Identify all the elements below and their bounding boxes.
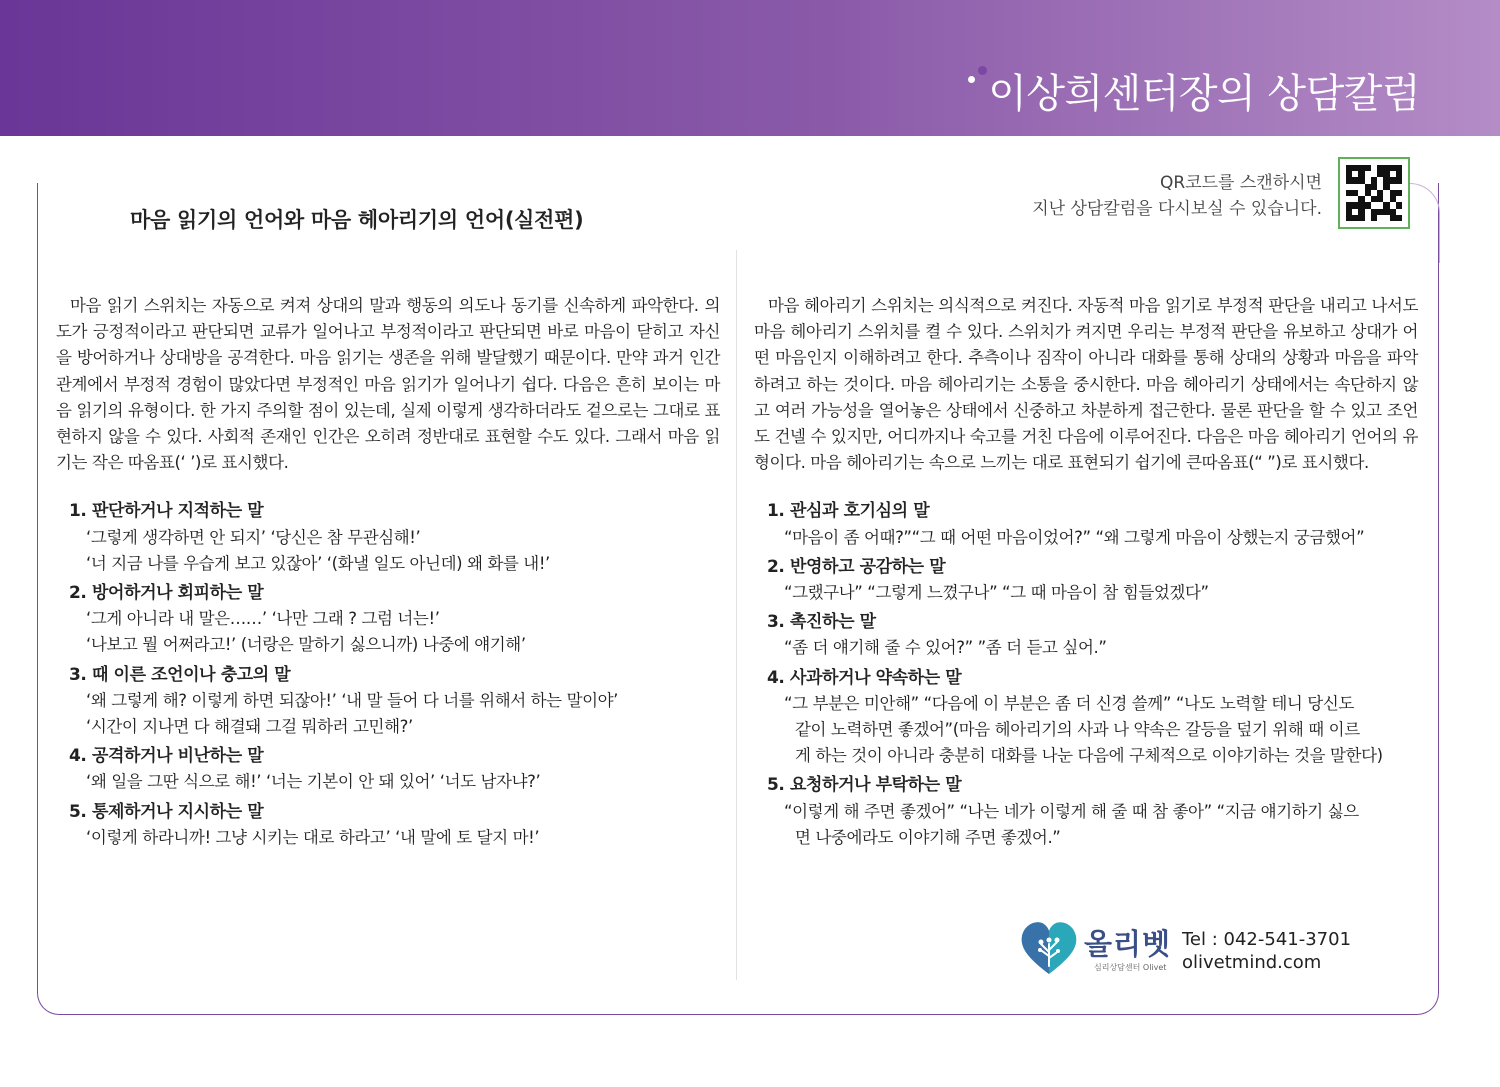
list-item-line: ‘그렇게 생각하면 안 되지’ ‘당신은 참 무관심해!’ <box>86 527 421 547</box>
list-item <box>767 665 1418 770</box>
list-item-line: “좀 더 얘기해 줄 수 있어?” ”좀 더 듣고 싶어.” <box>784 638 1107 658</box>
list-item <box>69 498 720 577</box>
list-item-line: ‘왜 그렇게 해? 이렇게 하면 되잖아!’ ‘내 말 들어 다 너를 위해서 하는 말이야’ <box>86 690 619 710</box>
qr-caption <box>1032 170 1322 222</box>
list-item-line: ‘이렇게 하라니까! 그냥 시키는 대로 하라고’ ‘내 말에 토 달지 마!’ <box>86 827 540 847</box>
list-item-heading: 3. 때 이른 조언이나 충고의 말 <box>69 664 291 685</box>
list-item <box>69 662 720 741</box>
header-bar <box>0 0 1500 136</box>
qr-code[interactable] <box>1338 157 1410 229</box>
column-divider <box>736 250 737 980</box>
logo-subtitle: 심리상담센터 Olivet <box>1094 963 1167 972</box>
list-item-line: ‘너 지금 나를 우습게 보고 있잖아’ ‘(화낼 일도 아닌데) 왜 화를 내!’ <box>86 553 550 573</box>
list-item <box>767 498 1418 550</box>
right-list <box>754 498 1418 851</box>
header-title-text: 이상희센터장의 상담칼럼 <box>988 71 1420 117</box>
list-item-heading: 5. 요청하거나 부탁하는 말 <box>767 775 962 796</box>
article-title: 마음 읽기의 언어와 마음 헤아리기의 언어(실전편) <box>130 208 584 232</box>
list-item-line: 게 하는 것이 아니라 충분히 대화를 나눈 다음에 구체적으로 이야기하는 것을 말한다) <box>795 746 1383 766</box>
list-item-heading: 2. 방어하거나 회피하는 말 <box>69 583 264 604</box>
list-item <box>767 609 1418 661</box>
list-item-heading: 4. 사과하거나 약속하는 말 <box>767 667 962 688</box>
logo-name: 올리벳 <box>1084 927 1172 961</box>
header-bullet-dot <box>968 76 975 83</box>
left-column <box>56 293 720 854</box>
list-item-heading: 1. 판단하거나 지적하는 말 <box>69 501 264 522</box>
list-item-line: ‘왜 일을 그딴 식으로 해!’ ‘너는 기본이 안 돼 있어’ ‘너도 남자냐?’ <box>86 772 541 792</box>
list-item-heading: 3. 촉진하는 말 <box>767 612 876 633</box>
list-item-heading: 1. 관심과 호기심의 말 <box>767 501 930 522</box>
list-item <box>69 799 720 851</box>
list-item-line: “그 부분은 미안해” “다음에 이 부분은 좀 더 신경 쓸께” “나도 노력할 테니 당신도 <box>784 693 1354 713</box>
qr-caption-line2: 지난 상담칼럼을 다시보실 수 있습니다. <box>1032 199 1322 219</box>
list-item <box>69 743 720 795</box>
footer-logo-area <box>1020 918 1360 980</box>
header-title <box>988 62 1420 119</box>
list-item-line: “마음이 좀 어때?”“그 때 어떤 마음이었어?” “왜 그렇게 마음이 상했는지 궁금했어” <box>784 527 1365 547</box>
qr-caption-line1: QR코드를 스캔하시면 <box>1160 173 1322 193</box>
list-item-heading: 2. 반영하고 공감하는 말 <box>767 556 946 577</box>
list-item-line: ‘그게 아니라 내 말은……’ ‘나만 그래 ? 그럼 너는!’ <box>86 609 440 629</box>
list-item-line: “그랬구나” “그렇게 느꼈구나” “그 때 마음이 참 힘들었겠다” <box>784 583 1209 603</box>
list-item-heading: 5. 통제하거나 지시하는 말 <box>69 801 264 822</box>
header-accent-dot <box>978 66 987 75</box>
contact-website: olivetmind.com <box>1182 952 1322 973</box>
qr-code-pattern <box>1346 165 1402 221</box>
list-item <box>767 772 1418 851</box>
left-list <box>56 498 720 851</box>
list-item-heading: 4. 공격하거나 비난하는 말 <box>69 746 264 767</box>
right-column <box>754 293 1418 854</box>
contact-tel: Tel : 042-541-3701 <box>1182 929 1352 950</box>
right-paragraph: 마음 헤아리기 스위치는 의식적으로 켜진다. 자동적 마음 읽기로 부정적 판단을 내리고 나서도 마음 헤아리기 스위치를 켤 수 있다. 스위치가 켜지면 우리는 부정적 판단을 유보하고 상대가 어떤 마음인지 이해하려고 한다. 추측이나 짐작이 아니라 대화를 통해 상대의 상황과 마음을 파악하려고 하는 것이다. 마음 헤아리기는 소통을 중시한다. 마음 헤아리기 상태에서는 속단하지 않고 여러 가능성을 열어놓은 상태에서 신중하고 차분하게 접근한다. 물론 판단을 할 수 있고 조언도 건넬 수 있지만, 어디까지나 숙고를 거친 다음에 이루어진다. 다음은 마음 헤아리기 언어의 유형이다. 마음 헤아리기는 속으로 느끼는 대로 표현되기 쉽기에 큰따옴표(“ ”)로 표시했다. <box>754 296 1418 473</box>
list-item-line: 면 나중에라도 이야기해 주면 좋겠어.” <box>795 827 1061 847</box>
list-item <box>767 554 1418 606</box>
list-item-line: ‘나보고 뭘 어쩌라고!’ (너랑은 말하기 싫으니까) 나중에 얘기해’ <box>86 635 526 655</box>
heart-tree-logo-icon <box>1020 920 1078 976</box>
list-item <box>69 580 720 659</box>
left-paragraph: 마음 읽기 스위치는 자동으로 켜져 상대의 말과 행동의 의도나 동기를 신속하게 파악한다. 의도가 긍정적이라고 판단되면 교류가 일어나고 부정적이라고 판단되면 바로 마음이 닫히고 자신을 방어하거나 상대방을 공격한다. 마음 읽기는 생존을 위해 발달했기 때문이다. 만약 과거 인간관계에서 부정적 경험이 많았다면 부정적인 마음 읽기가 일어나기 쉽다. 다음은 흔히 보이는 마음 읽기의 유형이다. 한 가지 주의할 점이 있는데, 실제 이렇게 생각하더라도 겉으로는 그대로 표현하지 않을 수 있다. 사회적 존재인 인간은 오히려 정반대로 표현할 수도 있다. 그래서 마음 읽기는 작은 따옴표(‘ ’)로 표시했다. <box>56 296 720 473</box>
list-item-line: ‘시간이 지나면 다 해결돼 그걸 뭐하러 고민해?’ <box>86 717 413 737</box>
contact-info <box>1182 928 1351 974</box>
list-item-line: “이렇게 해 주면 좋겠어” “나는 네가 이렇게 해 줄 때 참 좋아” “지금 얘기하기 싫으 <box>784 801 1359 821</box>
list-item-line: 같이 노력하면 좋겠어”(마음 헤아리기의 사과 나 약속은 갈등을 덮기 위해 때 이르 <box>795 720 1360 740</box>
